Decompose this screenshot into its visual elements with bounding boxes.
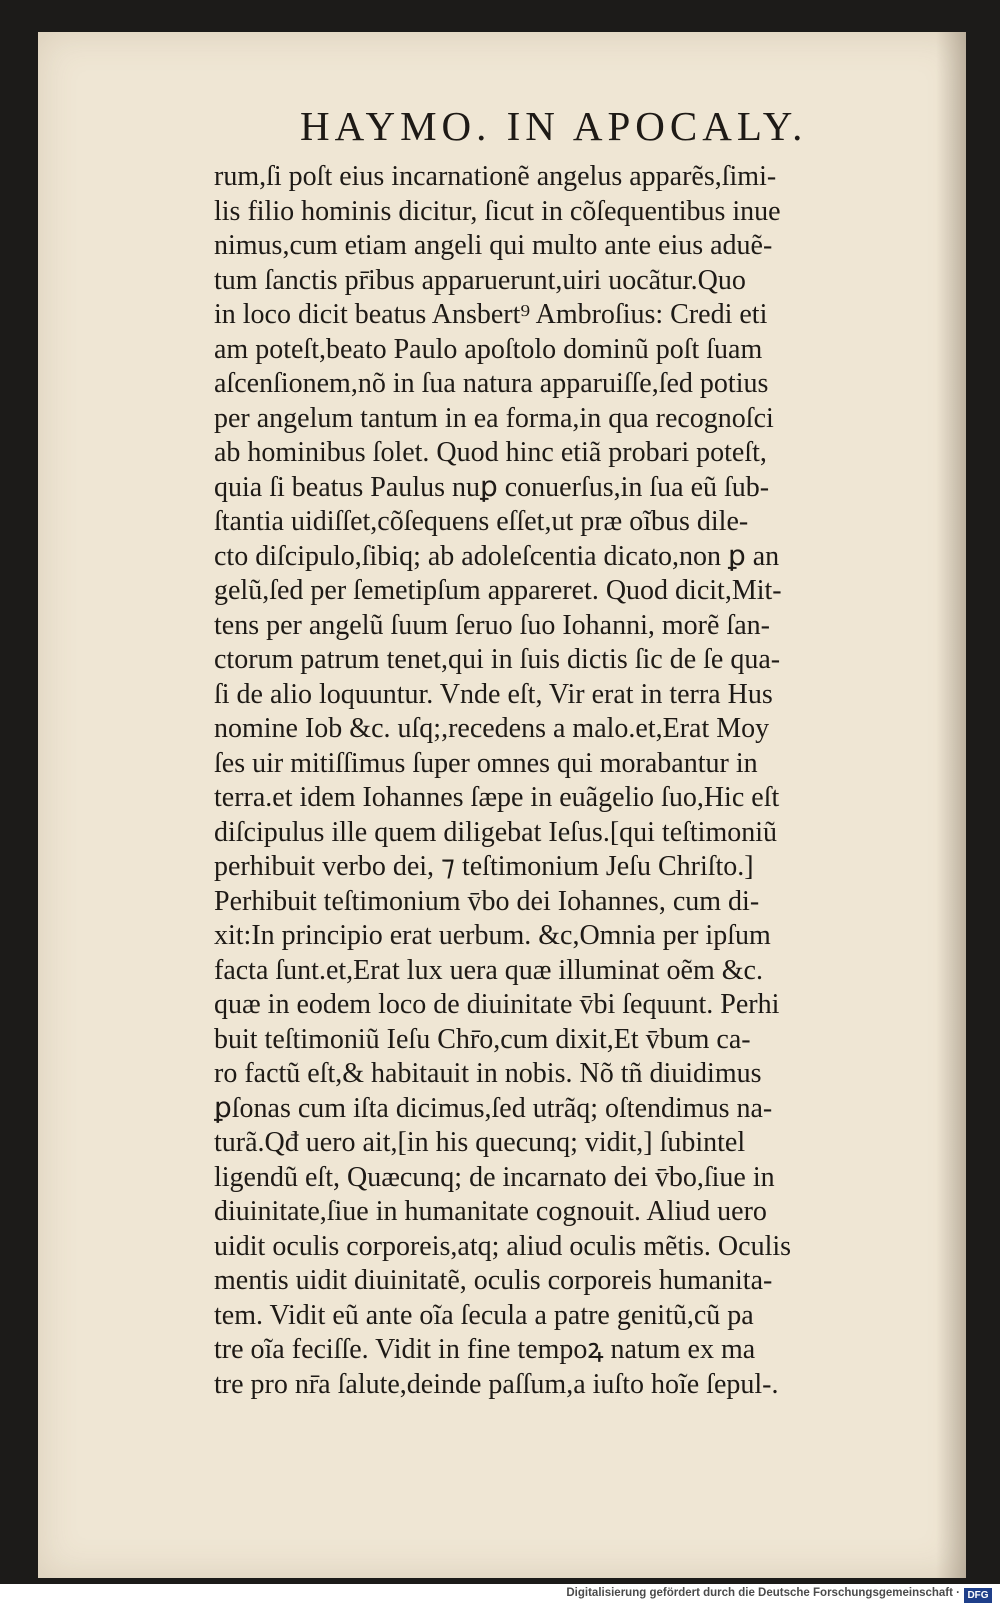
text-line: buit teſtimoniũ Ieſu Chr̄o,cum dixit,Et v̄bum ca- — [214, 1023, 751, 1055]
text-line: ro factũ eſt,& habitauit in nobis. Nõ tñ diuidimus — [214, 1058, 762, 1089]
text-line: cto diſcipulo,ſibiq; ab adoleſcentia dicato,non ꝑ an — [214, 540, 780, 572]
text-line: quæ in eodem loco de diuinitate v̄bi ſequunt. Perhi — [214, 989, 780, 1020]
text-line: tem. Vidit eũ ante oĩa ſecula a patre genitũ,cũ pa — [214, 1299, 754, 1331]
book-page — [38, 32, 966, 1578]
text-line: ab hominibus ſolet. Quod hinc etiã probari poteſt, — [214, 437, 767, 468]
text-line: terra.et idem Iohannes ſæpe in euãgelio ſuo,Hic eſt — [214, 782, 780, 813]
text-block — [214, 160, 966, 1402]
text-line: ctorum patrum tenet,qui in ſuis dictis ſic de ſe qua- — [214, 644, 781, 675]
text-line: tens per angelũ ſuum ſeruo ſuo Iohanni, morẽ ſan- — [214, 609, 770, 641]
text-line: am poteſt,beato Paulo apoſtolo dominũ poſt ſuam — [214, 333, 763, 365]
text-line: gelũ,ſed per ſemetipſum appareret. Quod dicit,Mit- — [214, 575, 782, 606]
text-line: mentis uidit diuinitatẽ, oculis corporeis humanita- — [214, 1265, 773, 1296]
text-line: uidit oculis corporeis,atq; aliud oculis mẽtis. Oculis — [214, 1230, 792, 1262]
text-line: perhibuit verbo dei, ⁊ teſtimonium Jeſu Chriſto.] — [214, 851, 754, 882]
funding-credit: Digitalisierung gefördert durch die Deutsche Forschungsgemeinschaft · — [566, 1587, 960, 1599]
text-line: ſi de alio loquuntur. Vnde eſt, Vir erat in terra Hus — [214, 678, 773, 710]
text-line: quia ſi beatus Paulus nuꝑ conuerſus,in ſua eũ ſub- — [214, 471, 770, 503]
text-line: ſes uir mitiſſimus ſuper omnes qui morabantur in — [214, 747, 758, 779]
text-line: turã.Qđ uero ait,[in his quecunq; vidit,] ſubintel — [214, 1127, 746, 1158]
running-head: HAYMO. IN APOCALY. — [300, 103, 808, 149]
text-line: facta ſunt.et,Erat lux uera quæ illuminat oẽm &c. — [214, 954, 763, 986]
text-line: xit:In principio erat uerbum. &c,Omnia per ipſum — [214, 920, 771, 951]
text-line: ſtantia uidiſſet,cõſequens eſſet,ut præ oĩbus dile- — [214, 506, 749, 537]
text-line: nomine Iob &c. uſq;,recedens a malo.et,Erat Moy — [214, 713, 770, 744]
text-line: diuinitate,ſiue in humanitate cognouit. Aliud uero — [214, 1196, 767, 1227]
text-line: ligendũ eſt, Quæcunq; de incarnato dei v̄bo,ſiue in — [214, 1161, 775, 1193]
text-line: ꝑſonas cum iſta dicimus,ſed utrãq; oſtendimus na- — [214, 1092, 773, 1124]
text-line: tum ſanctis pr̄ibus apparuerunt,uiri uocãtur.Quo — [214, 264, 746, 296]
dfg-logo[interactable]: DFG — [964, 1588, 992, 1603]
digitization-credit-bar — [0, 1584, 1000, 1608]
text-line: Perhibuit teſtimonium v̄bo dei Iohannes, cum di- — [214, 885, 760, 917]
text-line: lis filio hominis dicitur, ſicut in cõſequentibus inue — [214, 195, 781, 227]
text-line: aſcenſionem,nõ in ſua natura apparuiſſe,ſed potius — [214, 368, 769, 399]
text-line: rum,ſi poſt eius incarnationẽ angelus apparẽs,ſimi- — [214, 161, 777, 192]
text-line: tre pro nr̄a ſalute,deinde paſſum,a iuſto hoĩe ſepul-. — [214, 1368, 779, 1400]
text-line: nimus,cum etiam angeli qui multo ante eius aduẽ- — [214, 230, 773, 261]
text-line: diſcipulus ille quem diligebat Ieſus.[qui teſtimoniũ — [214, 816, 778, 848]
text-line: in loco dicit beatus Ansbert⁹ Ambroſius: Credi eti — [214, 299, 768, 330]
text-line: per angelum tantum in ea forma,in qua recognoſci — [214, 402, 774, 434]
text-line: tre oĩa feciſſe. Vidit in fine tempoꝝ natum ex ma — [214, 1334, 756, 1365]
